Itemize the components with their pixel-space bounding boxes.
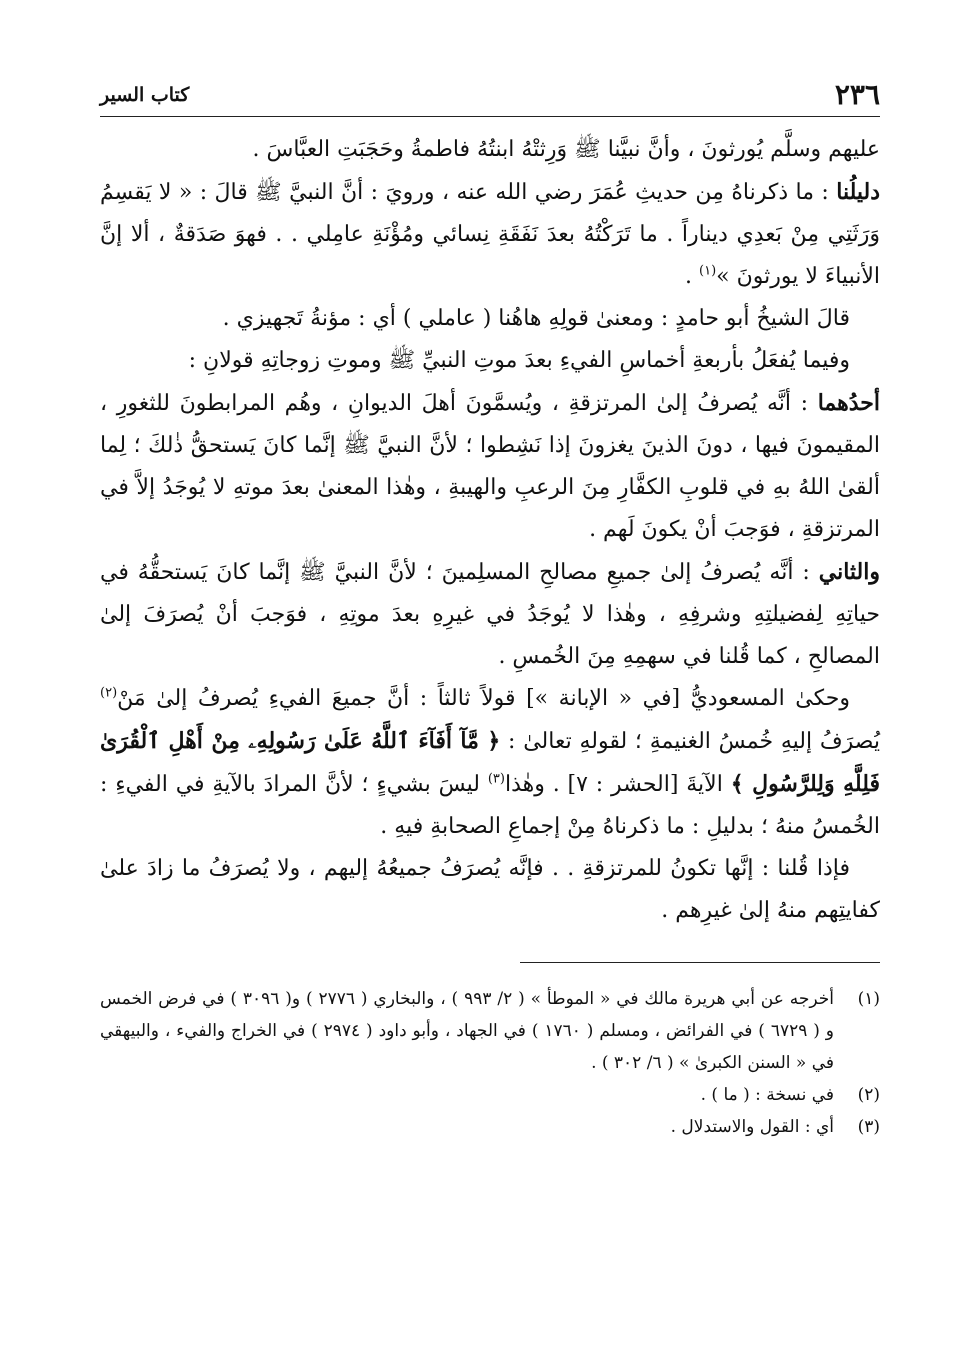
paragraph-text-2: يُصرَفُ إليهِ خُمسُ الغنيمةِ ؛ لقولهِ تعالىٰ : [500, 729, 880, 754]
paragraph-text-3: الآيةَ [الحشر : ٧] . وهٰذا [504, 772, 731, 797]
paragraph-tail: . [685, 264, 699, 289]
paragraph-4 [100, 340, 880, 382]
paragraph-5 [100, 382, 880, 551]
footnote-text: في نسخة : ( ما ) . [700, 1085, 834, 1105]
footnote-ref-1: (١) [699, 263, 717, 279]
footnotes [100, 983, 880, 1143]
book-title: كتاب السير [100, 84, 190, 106]
paragraph-3 [100, 298, 880, 340]
paragraph-text: قالَ الشيخُ أبو حامدٍ : ومعنىٰ قولِهِ هاهُنا ( عاملي ) أي : مؤنةُ تَجهيزي . [222, 306, 850, 331]
body-text [100, 129, 880, 932]
footnote-2 [100, 1079, 880, 1111]
paragraph-text: عليهم وسلَّم يُورثونَ ، وأنَّ نبيَّنا ﷺ وَرِثتْهُ ابنتُهُ فاطمةُ وحَجَبَتِ العبَّاسَ . [252, 137, 880, 162]
page-number: ٢٣٦ [834, 78, 880, 111]
paragraph-text: فإذا قُلنا : إنَّها تكونُ للمرتزقةِ . . فإنَّه يُصرَفُ جميعُهُ إليهم ، ولا يُصرَفُ ما زادَ علىٰ كفايتِهم منهُ إلىٰ غيرِهم . [100, 856, 880, 923]
paragraph-text: وحكىٰ المسعوديُّ [في « الإبانة »] قولاً ثالثاً : أنَّ جميعَ الفيءِ يُصرفُ إلىٰ مَنْ [117, 686, 850, 711]
footnote-ref-2: (٢) [100, 685, 118, 701]
paragraph-text: وفيما يُفعَلُ بأربعةِ أخماسِ الفيءِ بعدَ موتِ النبيِّ ﷺ وموتِ زوجاتِهِ قولانِ : [188, 348, 850, 373]
paragraph-text: : أنَّه يُصرفُ إلىٰ المرتزقةِ ، ويُسمَّونَ أهلَ الديوانِ ، وهُم المرابطونَ للثغورِ ، المقيمونَ فيها ، دونَ الذينَ يغزونَ إذا نَشِطوا ؛ لأنَّ النبيَّ ﷺ إنَّما كانَ يَستحقُّ ذٰلكَ ؛ لِما ألقىٰ اللهُ بهِ في قلوبِ الكفَّارِ مِنَ الرعبِ والهيبةِ ، وهٰذا المعنىٰ بعدَ موتهِ لا يُوجَدُ إلاَّ في المرتزقةِ ، فوَجبَ أنْ يكونَ لَهم . [100, 391, 880, 542]
paragraph-lead: أحدُهما [817, 390, 880, 416]
footnote-3 [100, 1111, 880, 1143]
footnote-number: (٣) [857, 1117, 880, 1137]
footnote-1 [100, 983, 880, 1079]
paragraph-text: : ما ذكرناهُ مِن حديثِ عُمَرَ رضي الله عنه ، ورويَ : أنَّ النبيَّ ﷺ قالَ : « لا يَقسِمُ وَرَثَتِي مِنْ بَعدِي ديناراً . ما تَرَكْتُهُ بعدَ نَفَقَةِ نِسائي ومُؤْنَةِ عامِلي . . فهوَ صَدَقةٌ ، ألا إنَّ الأنبياءَ لا يورثونَ » [100, 180, 880, 289]
quran-verse: ﴿ مَّآ أَفَآءَ ٱللَّهُ عَلَىٰ رَسُولِهِۦ مِنْ أَهْلِ ٱلْقُرَىٰ فَلِلَّهِ وَلِلرَّسُولِ ﴾ [100, 728, 880, 797]
paragraph-lead: دليلُنا [836, 179, 880, 205]
paragraph-7 [100, 678, 880, 848]
page-header [100, 78, 880, 117]
paragraph-6 [100, 551, 880, 678]
paragraph-lead: والثاني [818, 559, 880, 585]
footnote-text: أي : القول والاستدلال . [670, 1117, 834, 1137]
footnote-separator [520, 962, 880, 963]
document-page [100, 78, 880, 1143]
footnote-number: (١) [857, 989, 880, 1009]
footnote-text: أخرجه عن أبي هريرة مالك في « الموطأ » ( ٢/ ٩٩٣ ) ، والبخاري ( ٢٧٧٦ ) و( ٣٠٩٦ ) في فرض الخمس و ( ٦٧٢٩ ) في الفرائض ، ومسلم ( ١٧٦٠ ) في الجهاد ، وأبو داود ( ٢٩٧٤ ) في الخراج والفيء ، والبيهقي في « السنن الكبرىٰ » ( ٦/ ٣٠٢ ) . [100, 989, 835, 1073]
paragraph-2 [100, 171, 880, 298]
footnote-number: (٢) [857, 1085, 880, 1105]
paragraph-text: : أنَّه يُصرفُ إلىٰ جميعِ مصالحِ المسلِمينَ ؛ لأنَّ النبيَّ ﷺ إنَّما كانَ يَستحقُّهُ في حياتِهِ لِفضيلتِهِ وشرفِهِ ، وهٰذا لا يُوجَدُ في غيرِهِ بعدَ موتِهِ ، فوَجبَ أنْ يُصرَفَ إلىٰ المصالحِ ، كما قُلنا في سهمِهِ مِنَ الخُمسِ . [100, 560, 880, 669]
paragraph-8 [100, 848, 880, 932]
footnote-ref-3: (٣) [487, 771, 505, 787]
paragraph-1 [100, 129, 880, 171]
paragraph-text-4: ليسَ بشيءٍ ؛ لأنَّ المرادَ بالآيةِ في الفيءِ : الخُمسُ منهُ ؛ بدليلِ : ما ذكرناهُ مِنْ إجماعِ الصحابةِ فيهِ . [100, 772, 880, 839]
